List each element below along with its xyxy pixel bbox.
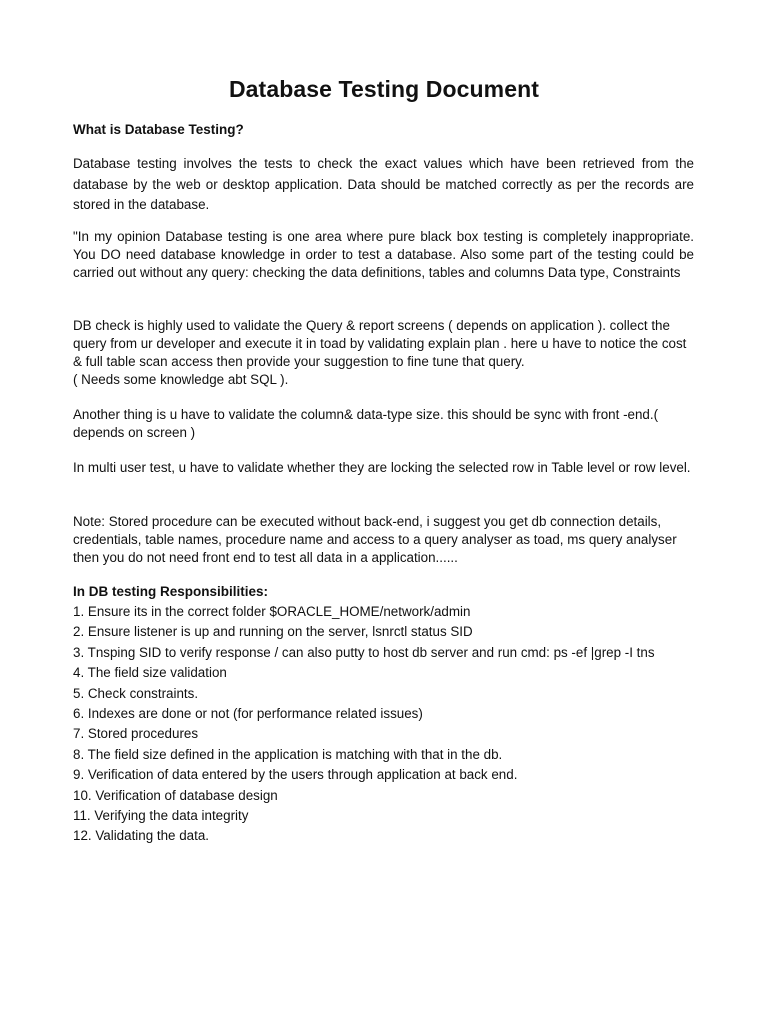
list-item: 11. Verifying the data integrity xyxy=(73,808,249,824)
list-item: 3. Tnsping SID to verify response / can also putty to host db server and run cmd: ps -ef |grep -I tns xyxy=(73,644,655,660)
list-item: 5. Check constraints. xyxy=(73,685,199,701)
multiuser-paragraph: In multi user test, u have to validate whether they are locking the selected row in Table level or row level. xyxy=(73,460,691,475)
dbcheck-paragraph: DB check is highly used to validate the Query & report screens ( depends on application ). collect the query from ur developer and execute it in toad by validating explain plan . here u have to notice the cost & full table scan access then provide your suggestion to fine tune that query. xyxy=(73,318,687,369)
column-paragraph: Another thing is u have to validate the column& data-type size. this should be sync with front -end.( depends on screen ) xyxy=(73,407,659,440)
dbcheck-block xyxy=(73,317,694,389)
list-item: 7. Stored procedures xyxy=(73,726,199,742)
list-item: 6. Indexes are done or not (for performance related issues) xyxy=(73,706,423,722)
list-item: 1. Ensure its in the correct folder $ORACLE_HOME/network/admin xyxy=(73,604,471,619)
list-item: 2. Ensure listener is up and running on the server, lsnrctl status SID xyxy=(73,624,473,640)
document-title: Database Testing Document xyxy=(228,76,540,102)
list-item: 12. Validating the data. xyxy=(73,828,209,844)
list-item: 4. The field size validation xyxy=(73,665,227,681)
dbcheck-paragraph-last: ( Needs some knowledge abt SQL ). xyxy=(73,372,289,387)
opinion-paragraph: "In my opinion Database testing is one area where pure black box testing is completely inappropriate. You DO need database knowledge in order to test a database. Also some part of the testing could be carried out without any query: checking the data definitions, tables and columns Data type, Constraints xyxy=(73,229,694,280)
intro-paragraph: Database testing involves the tests to check the exact values which have been retrieved from the database by the web or desktop application. Data should be matched correctly as per the records are stored in the database. xyxy=(73,156,694,212)
section-heading-responsibilities: In DB testing Responsibilities: xyxy=(73,584,269,599)
list-item: 9. Verification of data entered by the users through application at back end. xyxy=(73,767,518,783)
responsibilities-list xyxy=(73,602,694,847)
list-item: 10. Verification of database design xyxy=(73,787,278,803)
note-paragraph: Note: Stored procedure can be executed without back-end, i suggest you get db connection details, credentials, table names, procedure name and access to a query analyser as toad, ms query analyser then you do not need front end to test all data in a application...... xyxy=(73,514,677,565)
section-heading-what-is-db-testing: What is Database Testing? xyxy=(73,122,244,137)
list-item: 8. The field size defined in the application is matching with that in the db. xyxy=(73,746,503,762)
